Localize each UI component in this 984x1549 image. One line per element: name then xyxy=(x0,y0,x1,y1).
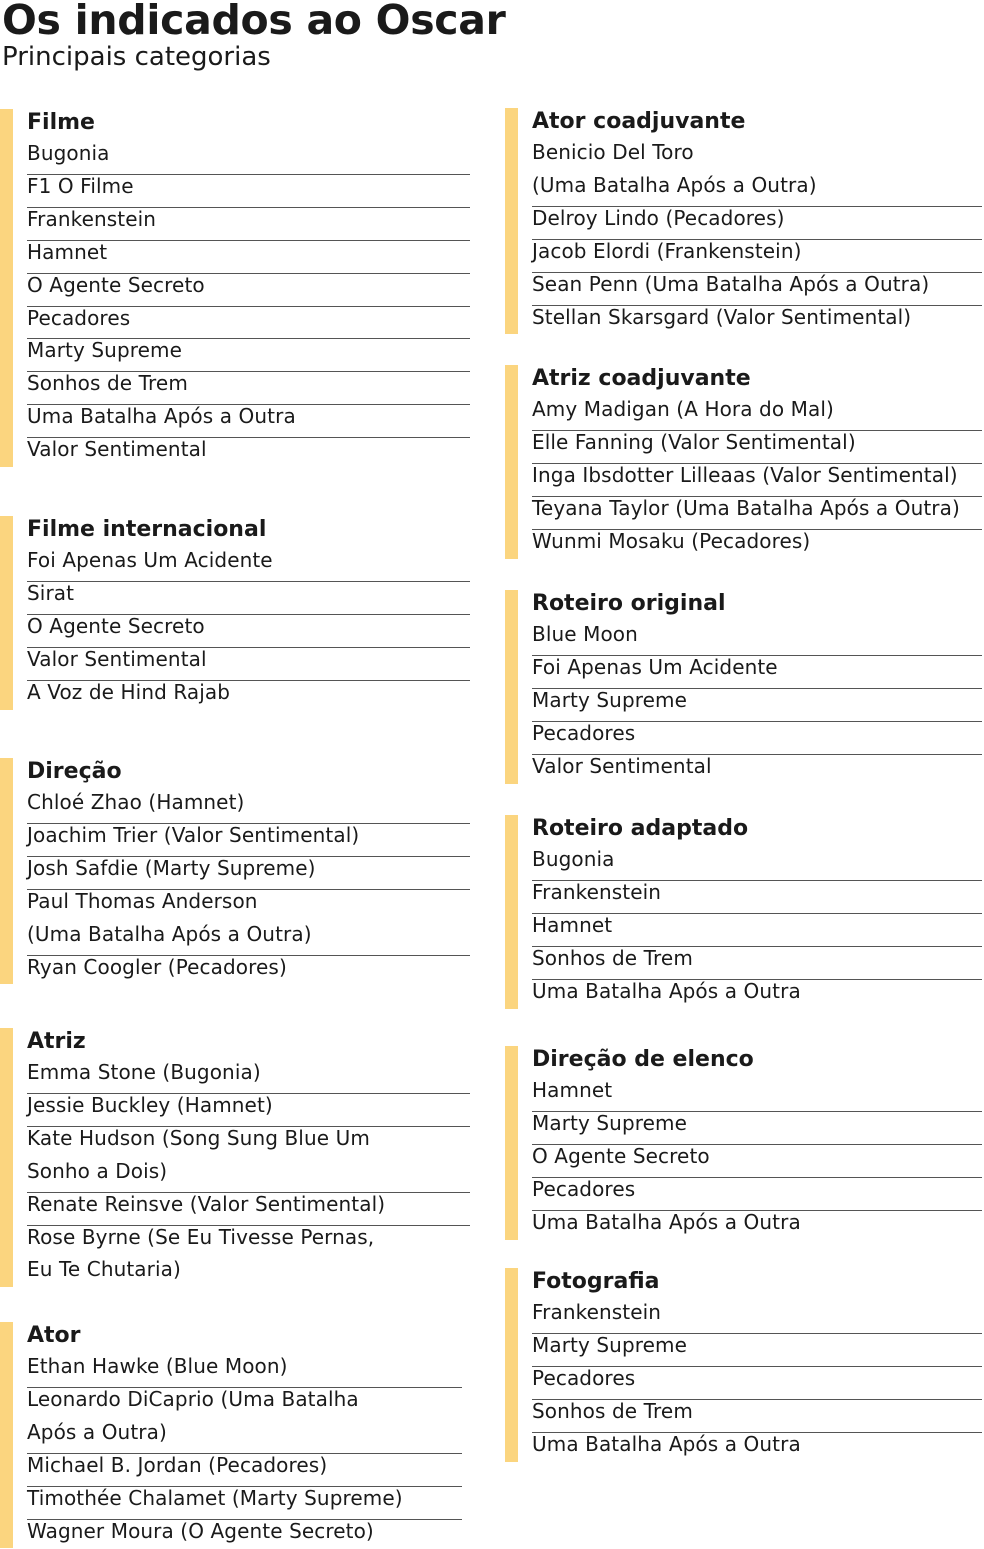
nominee-line: O Agente Secreto xyxy=(27,272,205,297)
category-title: Atriz xyxy=(27,1029,86,1054)
nominee-line: Ethan Hawke (Blue Moon) xyxy=(27,1354,288,1378)
category-title: Direção xyxy=(27,759,122,784)
nominee-line: Uma Batalha Após a Outra xyxy=(27,404,296,429)
nominee-line: Sonhos de Trem xyxy=(27,371,188,396)
category-title: Atriz coadjuvante xyxy=(532,366,751,391)
nominee-line: Amy Madigan (A Hora do Mal) xyxy=(532,397,834,421)
nominee-line: Valor Sentimental xyxy=(532,753,712,778)
accent-bar xyxy=(0,758,13,984)
nominee-line: Teyana Taylor (Uma Batalha Após a Outra) xyxy=(532,495,960,520)
nominee-line: Uma Batalha Após a Outra xyxy=(532,978,801,1003)
accent-bar xyxy=(505,815,518,1009)
nominee-line: Valor Sentimental xyxy=(27,646,207,671)
nominee-line: Timothée Chalamet (Marty Supreme) xyxy=(27,1485,403,1510)
nominee-line: Josh Safdie (Marty Supreme) xyxy=(27,855,316,880)
separator xyxy=(27,581,470,582)
nominee-line: (Uma Batalha Após a Outra) xyxy=(532,172,817,197)
nominee-line: Inga Ibsdotter Lilleaas (Valor Sentimental) xyxy=(532,462,958,487)
accent-bar xyxy=(0,516,13,710)
category-title: Ator xyxy=(27,1323,81,1348)
nominee-line: Michael B. Jordan (Pecadores) xyxy=(27,1452,328,1477)
accent-bar xyxy=(505,108,518,334)
nominee-line: Após a Outra) xyxy=(27,1419,167,1444)
nominee-line: Hamnet xyxy=(27,239,108,264)
nominee-line: Pecadores xyxy=(532,1365,636,1390)
nominee-line: Leonardo DiCaprio (Uma Batalha xyxy=(27,1386,359,1411)
nominee-line: Sonho a Dois) xyxy=(27,1158,168,1183)
nominee-line: Jessie Buckley (Hamnet) xyxy=(27,1092,273,1117)
accent-bar xyxy=(505,365,518,559)
accent-bar xyxy=(505,590,518,784)
nominee-line: Renate Reinsve (Valor Sentimental) xyxy=(27,1191,386,1216)
accent-bar xyxy=(505,1268,518,1462)
nominee-line: Wagner Moura (O Agente Secreto) xyxy=(27,1518,374,1543)
nominee-line: O Agente Secreto xyxy=(532,1143,710,1168)
nominee-line: Pecadores xyxy=(532,720,636,745)
nominee-line: Bugonia xyxy=(27,141,110,165)
nominee-line: Pecadores xyxy=(27,305,131,330)
nominee-line: Marty Supreme xyxy=(532,1110,688,1135)
nominee-line: Marty Supreme xyxy=(532,1332,688,1357)
category-title: Filme internacional xyxy=(27,517,267,542)
category-title: Roteiro original xyxy=(532,591,726,616)
nominee-line: Joachim Trier (Valor Sentimental) xyxy=(27,822,360,847)
nominee-line: Ryan Coogler (Pecadores) xyxy=(27,954,287,979)
nominee-line: Foi Apenas Um Acidente xyxy=(532,654,778,679)
nominee-line: A Voz de Hind Rajab xyxy=(27,679,231,704)
nominee-line: Rose Byrne (Se Eu Tivesse Pernas, xyxy=(27,1224,375,1249)
nominee-line: Uma Batalha Após a Outra xyxy=(532,1431,801,1456)
category-title: Fotografia xyxy=(532,1269,660,1294)
accent-bar xyxy=(505,1046,518,1240)
category-title: Filme xyxy=(27,110,95,135)
page-subtitle: Principais categorias xyxy=(2,42,271,72)
nominee-line: Bugonia xyxy=(532,847,615,871)
nominee-line: Eu Te Chutaria) xyxy=(27,1257,181,1282)
nominee-line: F1 O Filme xyxy=(27,173,134,198)
nominee-line: Sean Penn (Uma Batalha Após a Outra) xyxy=(532,271,930,296)
nominee-line: Elle Fanning (Valor Sentimental) xyxy=(532,429,856,454)
nominee-line: Pecadores xyxy=(532,1176,636,1201)
category-title: Ator coadjuvante xyxy=(532,109,746,134)
nominee-line: Kate Hudson (Song Sung Blue Um xyxy=(27,1125,370,1150)
nominee-line: Frankenstein xyxy=(27,206,157,231)
nominee-line: O Agente Secreto xyxy=(27,613,205,638)
category-title: Roteiro adaptado xyxy=(532,816,749,841)
nominee-line: Benicio Del Toro xyxy=(532,140,694,164)
nominee-line: Valor Sentimental xyxy=(27,437,207,462)
accent-bar xyxy=(0,1322,13,1548)
nominee-line: Sirat xyxy=(27,580,75,605)
nominee-line: Wunmi Mosaku (Pecadores) xyxy=(532,528,811,553)
nominee-line: Chloé Zhao (Hamnet) xyxy=(27,790,245,814)
nominee-line: Delroy Lindo (Pecadores) xyxy=(532,205,785,230)
nominee-line: Jacob Elordi (Frankenstein) xyxy=(532,238,802,263)
nominee-line: Frankenstein xyxy=(532,1300,662,1324)
page-title: Os indicados ao Oscar xyxy=(2,0,506,44)
nominee-line: Marty Supreme xyxy=(27,338,183,363)
nominee-line: Hamnet xyxy=(532,1078,613,1102)
nominee-line: Uma Batalha Após a Outra xyxy=(532,1209,801,1234)
nominee-line: Hamnet xyxy=(532,912,613,937)
nominee-line: (Uma Batalha Após a Outra) xyxy=(27,921,312,946)
nominee-line: Emma Stone (Bugonia) xyxy=(27,1060,261,1084)
nominee-line: Sonhos de Trem xyxy=(532,1398,693,1423)
nominee-line: Foi Apenas Um Acidente xyxy=(27,548,273,572)
nominee-line: Stellan Skarsgard (Valor Sentimental) xyxy=(532,304,912,329)
nominee-line: Sonhos de Trem xyxy=(532,945,693,970)
nominee-line: Paul Thomas Anderson xyxy=(27,888,258,913)
nominee-line: Frankenstein xyxy=(532,879,662,904)
accent-bar xyxy=(0,1028,13,1287)
nominee-line: Blue Moon xyxy=(532,622,638,646)
category-title: Direção de elenco xyxy=(532,1047,754,1072)
accent-bar xyxy=(0,109,13,467)
nominee-line: Marty Supreme xyxy=(532,687,688,712)
